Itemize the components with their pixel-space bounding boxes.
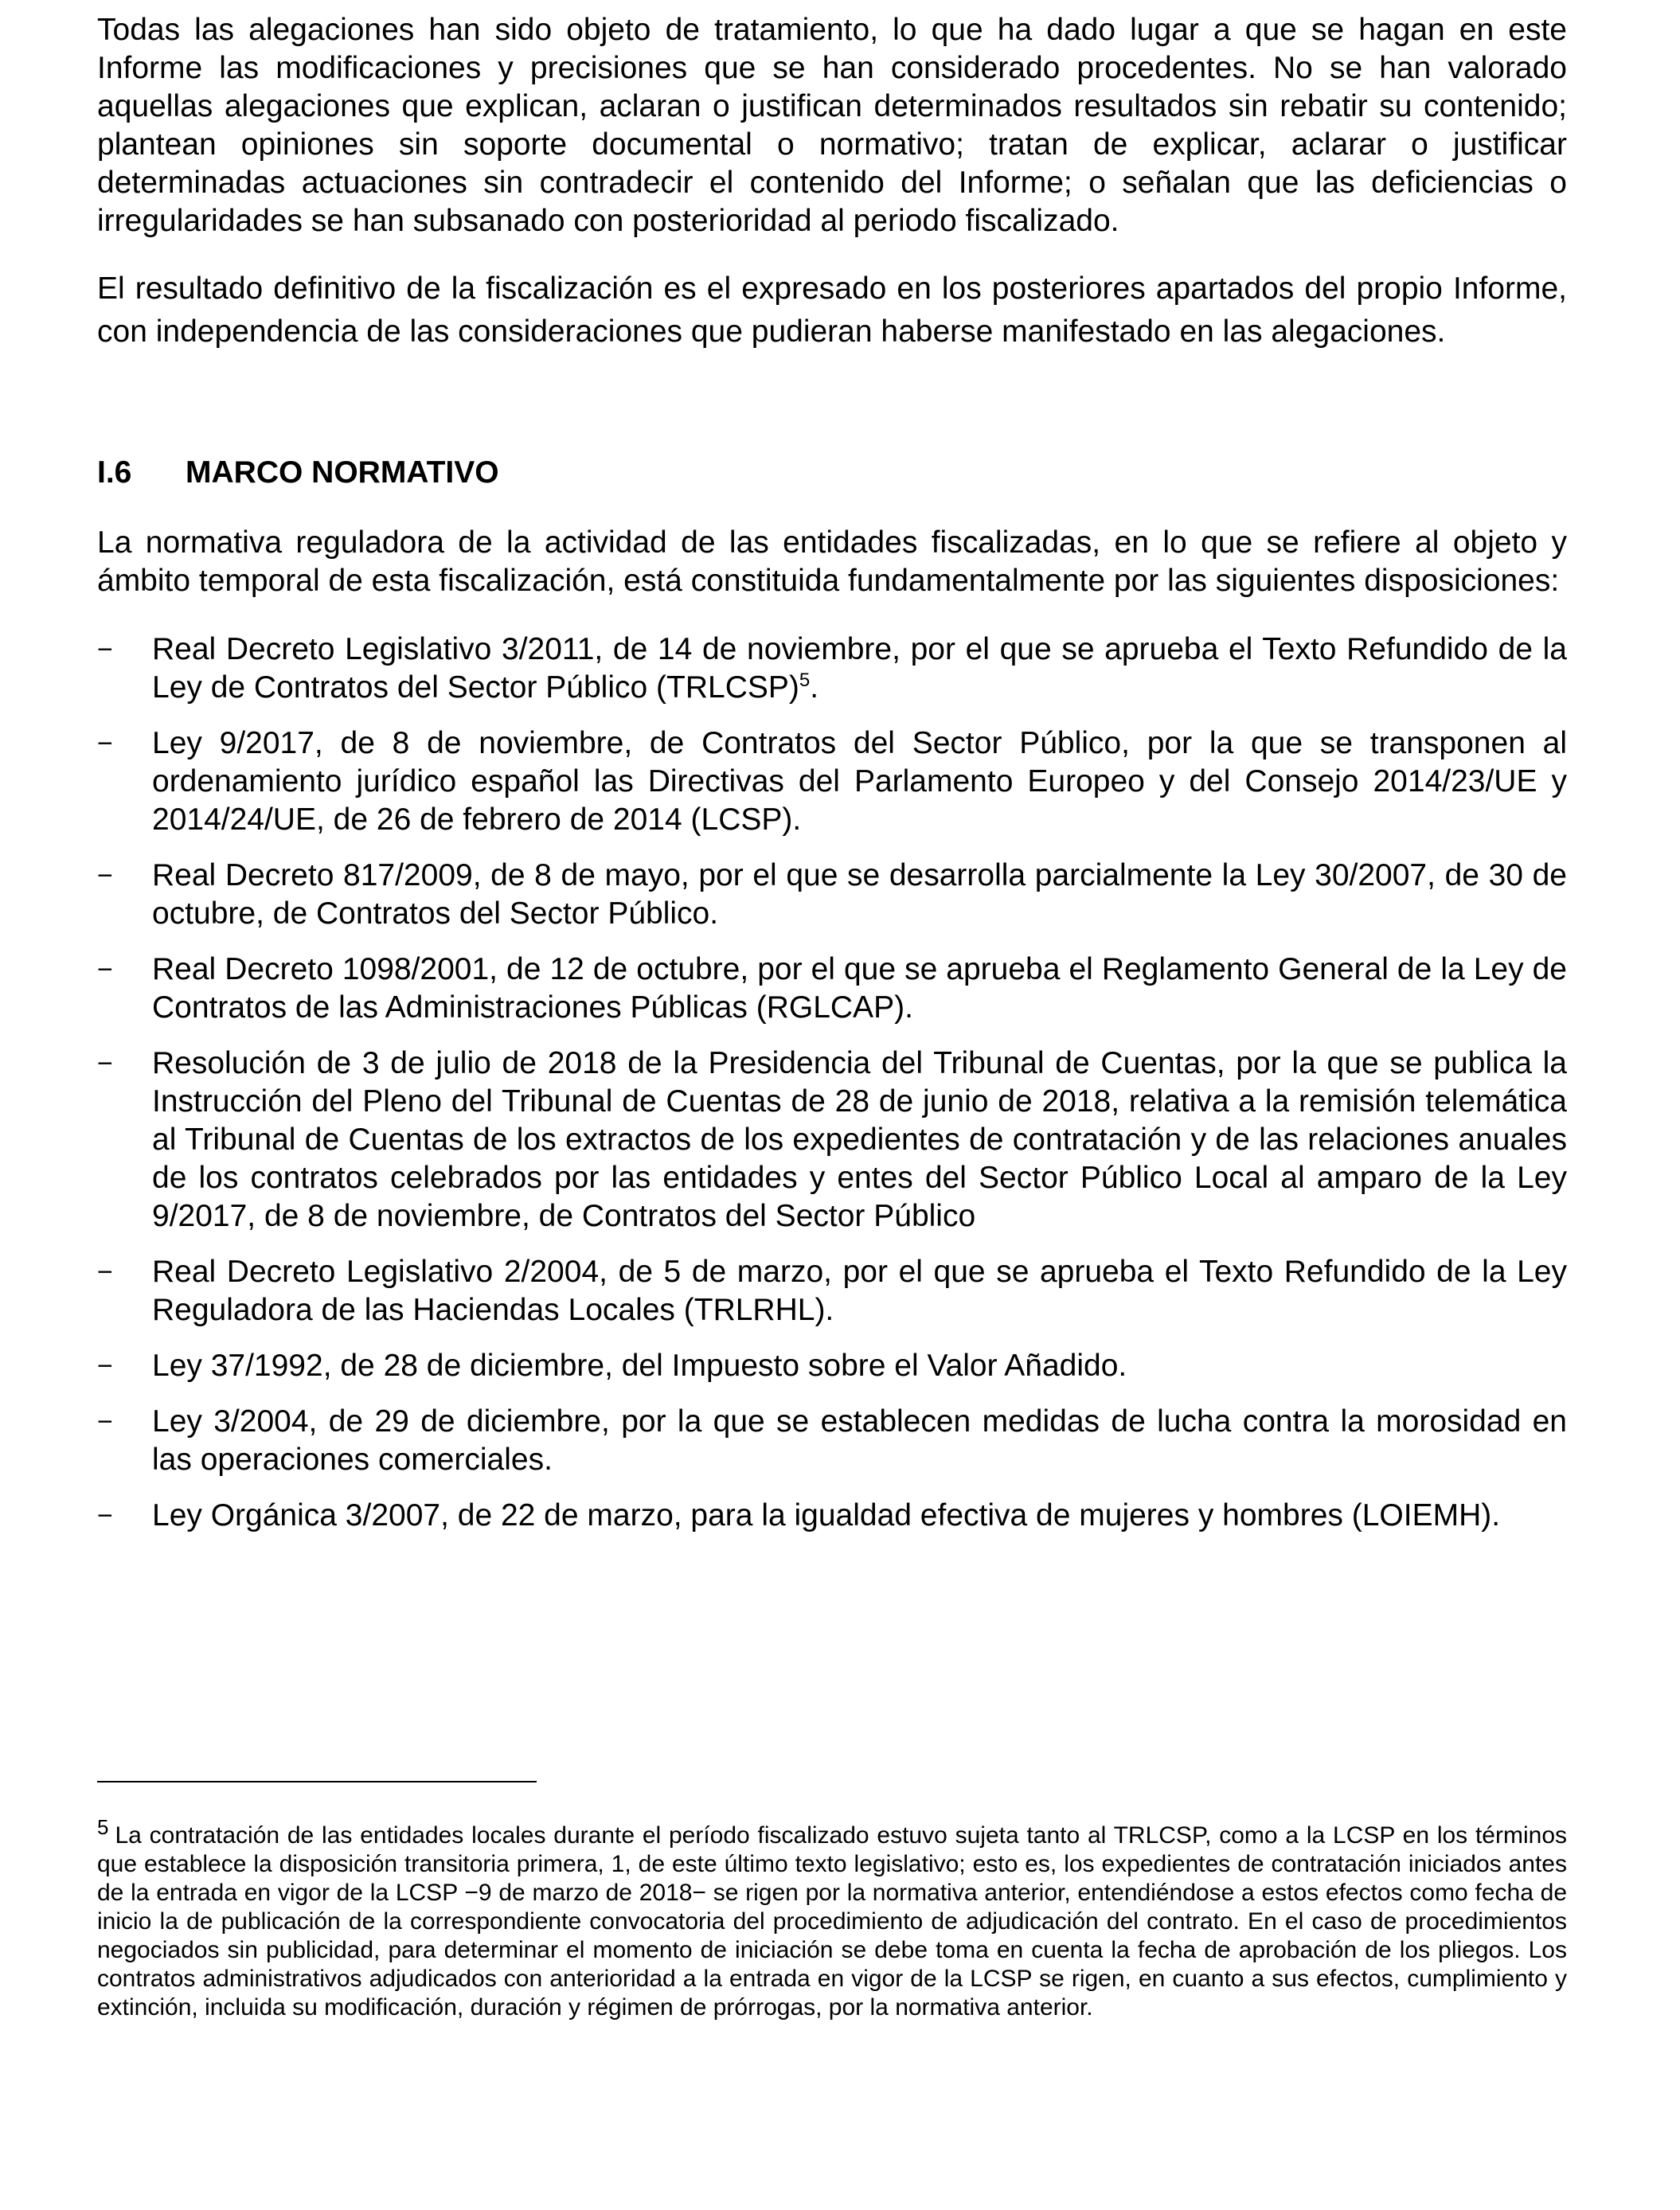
list-item <box>97 1044 1567 1236</box>
list-bullet: − <box>97 728 113 759</box>
list-item <box>97 1253 1567 1330</box>
footnote-reference: 5 <box>799 670 811 691</box>
paragraph-normativa-intro: La normativa reguladora de la actividad de las entidades fiscalizadas, en lo que se refiere al objeto y ámbito temporal de esta fiscalización, está constituida fundamentalmente por las siguientes disposiciones: <box>97 525 1567 598</box>
section-number: I.6 <box>97 455 132 490</box>
list-item-text: Ley 3/2004, de 29 de diciembre, por la que se establecen medidas de lucha contra la morosidad en las operaciones comerciales. <box>152 1404 1567 1477</box>
footnote <box>97 1815 1567 2022</box>
list-item-text: Ley Orgánica 3/2007, de 22 de marzo, para la igualdad efectiva de mujeres y hombres (LOIEMH). <box>152 1498 1501 1533</box>
footnote-separator <box>97 1781 537 1782</box>
paragraph-resultado-definitivo: El resultado definitivo de la fiscalización es el expresado en los posteriores apartados del propio Informe, con independencia de las consideraciones que pudieran haberse manifestado en las alegaciones. <box>97 271 1567 349</box>
list-item-text: Ley 37/1992, de 28 de diciembre, del Impuesto sobre el Valor Añadido. <box>152 1349 1127 1383</box>
section-heading <box>97 454 1567 492</box>
list-bullet: − <box>97 634 113 665</box>
list-item <box>97 857 1567 933</box>
list-item <box>97 631 1567 707</box>
list-item-text: Resolución de 3 de julio de 2018 de la Presidencia del Tribunal de Cuentas, por la que se publica la Instrucción del Pleno del Tribunal de Cuentas de 28 de junio de 2018, relativa a la remisión telemática al Tribunal de Cuentas de los extractos de los expedientes de contratación y de las relaciones anuales de los contratos celebrados por las entidades y entes del Sector Público Local al amparo de la Ley 9/2017, de 8 de noviembre, de Contratos del Sector Público <box>152 1046 1567 1233</box>
list-item-text: Real Decreto Legislativo 3/2011, de 14 de noviembre, por el que se aprueba el Texto Refundido de la Ley de Contratos del Sector Público (TRLCSP)$^5$. <box>152 632 1567 705</box>
list-item <box>97 724 1567 839</box>
list-item <box>97 951 1567 1027</box>
list-bullet: − <box>97 1048 113 1079</box>
list-bullet: − <box>97 1501 113 1531</box>
list-bullet: − <box>97 1257 113 1287</box>
list-bullet: − <box>97 1351 113 1381</box>
list-item <box>97 1497 1567 1535</box>
footnote-text: La contratación de las entidades locales durante el período fiscalizado estuvo sujeta tanto al TRLCSP, como a la LCSP en los términos que establece la disposición transitoria primera, 1, de este último texto legislativo; esto es, los expedientes de contratación iniciados antes de la entrada en vigor de la LCSP −9 de marzo de 2018− se rigen por la normativa anterior, entendiéndose a estos efectos como fecha de inicio la de publicación de la correspondiente convocatoria del procedimiento de adjudicación del contrato. En el caso de procedimientos negociados sin publicidad, para determinar el momento de iniciación se debe toma en cuenta la fecha de aprobación de los pliegos. Los contratos administrativos adjudicados con anterioridad a la entrada en vigor de la LCSP se rigen, en cuanto a sus efectos, cumplimiento y extinción, incluida su modificación, duración y régimen de prórrogas, por la normativa anterior. <box>97 1822 1567 2021</box>
list-item-text: Ley 9/2017, de 8 de noviembre, de Contratos del Sector Público, por la que se transponen al ordenamiento jurídico español las Directivas del Parlamento Europeo y del Consejo 2014/23/UE y 2014/24/UE, de 26 de febrero de 2014 (LCSP). <box>152 726 1567 837</box>
list-item-text: Real Decreto 1098/2001, de 12 de octubre, por el que se aprueba el Reglamento General de la Ley de Contratos de las Administraciones Públicas (RGLCAP). <box>152 952 1567 1025</box>
section-title: MARCO NORMATIVO <box>186 455 499 490</box>
list-bullet: − <box>97 861 113 891</box>
list-item-text: Real Decreto 817/2009, de 8 de mayo, por el que se desarrolla parcialmente la Ley 30/2007, de 30 de octubre, de Contratos del Sector Público. <box>152 858 1567 931</box>
document-page <box>97 11 1567 1552</box>
list-item <box>97 1347 1567 1385</box>
footnote-mark: 5 <box>97 1815 109 1839</box>
list-bullet: − <box>97 955 113 985</box>
list-bullet: − <box>97 1407 113 1437</box>
list-item-text: Real Decreto Legislativo 2/2004, de 5 de marzo, por el que se aprueba el Texto Refundido de la Ley Reguladora de las Haciendas Locales (TRLRHL). <box>152 1255 1567 1327</box>
paragraph-alegaciones: Todas las alegaciones han sido objeto de tratamiento, lo que ha dado lugar a que se hagan en este Informe las modificaciones y precisiones que se han considerado procedentes. No se han valorado aquellas alegaciones que explican, aclaran o justifican determinados resultados sin rebatir su contenido; plantean opiniones sin soporte documental o normativo; tratan de explicar, aclarar o justificar determinadas actuaciones sin contradecir el contenido del Informe; o señalan que las deficiencias o irregularidades se han subsanado con posterioridad al periodo fiscalizado. <box>97 13 1567 238</box>
list-item <box>97 1403 1567 1479</box>
normativa-list <box>97 631 1567 1535</box>
